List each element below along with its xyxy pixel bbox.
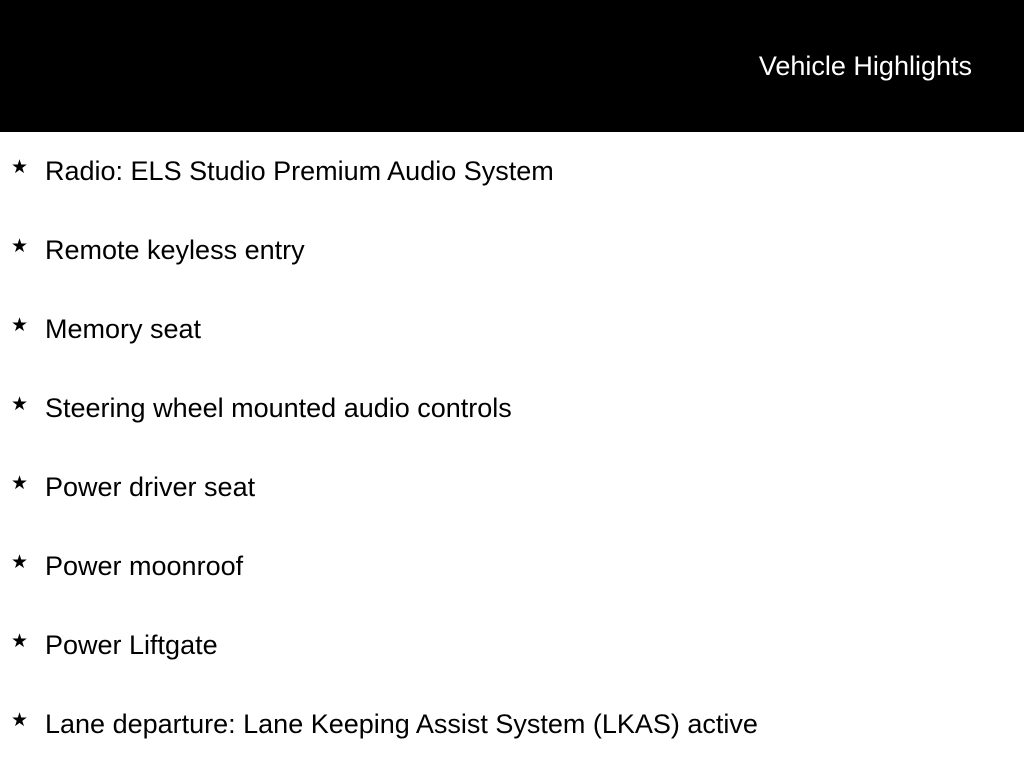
list-item xyxy=(0,527,1024,606)
page-title: Vehicle Highlights xyxy=(758,51,972,81)
star-icon: ★ xyxy=(11,235,29,257)
list-item xyxy=(0,448,1024,527)
feature-label: Power Liftgate xyxy=(45,630,218,660)
list-item xyxy=(0,606,1024,685)
star-icon: ★ xyxy=(11,314,29,336)
star-icon: ★ xyxy=(11,551,29,573)
feature-list xyxy=(0,132,1024,764)
list-item xyxy=(0,132,1024,211)
list-item xyxy=(0,369,1024,448)
header-bar xyxy=(0,0,1024,132)
list-item xyxy=(0,685,1024,764)
feature-label: Memory seat xyxy=(45,314,202,344)
star-icon: ★ xyxy=(11,630,29,652)
list-item xyxy=(0,211,1024,290)
feature-label: Steering wheel mounted audio controls xyxy=(45,393,512,423)
star-icon: ★ xyxy=(11,709,29,731)
star-icon: ★ xyxy=(11,472,29,494)
feature-label: Power moonroof xyxy=(45,551,244,581)
feature-label: Radio: ELS Studio Premium Audio System xyxy=(45,156,554,186)
star-icon: ★ xyxy=(11,393,29,415)
list-item xyxy=(0,290,1024,369)
feature-label: Power driver seat xyxy=(45,472,256,502)
star-icon: ★ xyxy=(11,156,29,178)
feature-label: Lane departure: Lane Keeping Assist System (LKAS) active xyxy=(45,709,758,739)
feature-label: Remote keyless entry xyxy=(45,235,305,265)
